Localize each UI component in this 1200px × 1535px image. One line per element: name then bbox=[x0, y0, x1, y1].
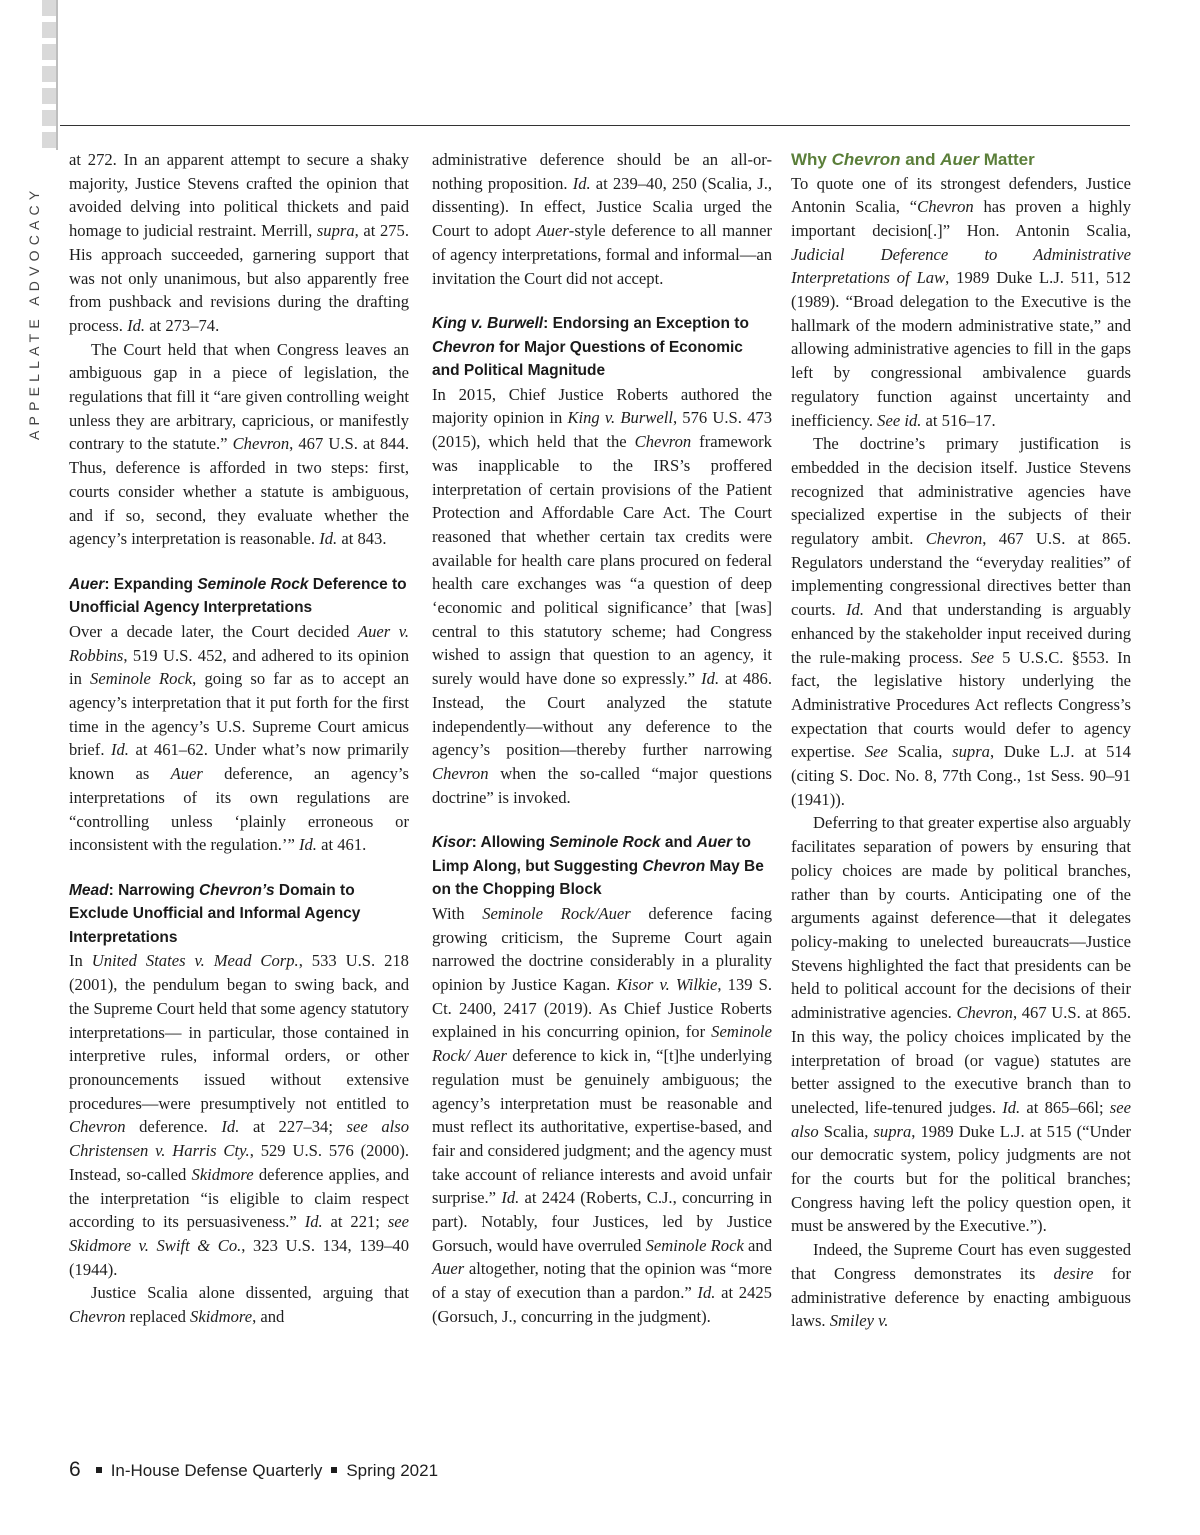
text-run: Deference to Unofficial Agency Interpretations bbox=[69, 575, 407, 617]
italic-text: Kisor bbox=[432, 834, 472, 852]
italic-text: Seminole Rock bbox=[197, 575, 309, 593]
italic-text: Id. bbox=[304, 1212, 323, 1232]
text-run: , going so far as to accept an agency’s interpretation that it put forth for the first time in the agency’s U.S. Supreme Court amicus brief. bbox=[69, 669, 409, 760]
italic-text: Auer bbox=[940, 150, 979, 169]
text-run: deference. bbox=[125, 1117, 222, 1137]
italic-text: Id. bbox=[221, 1117, 240, 1137]
text-run: at 2425 (Gorsuch, J., concurring in the judgment). bbox=[432, 1283, 772, 1326]
italic-text: Chevron bbox=[432, 763, 489, 783]
italic-text: supra bbox=[873, 1121, 912, 1141]
text-run: when the so-called “major questions doctrine” is invoked. bbox=[432, 763, 772, 807]
header-rule bbox=[60, 125, 1130, 126]
text-run: With bbox=[432, 903, 483, 923]
text-run: for administrative deference by enacting ambiguous laws. bbox=[791, 1263, 1131, 1331]
paragraph bbox=[69, 620, 409, 857]
text-run: deference applies, and the interpretation “is eligible to claim respect according to its persuasiveness.” bbox=[69, 1164, 409, 1232]
italic-text: Chevron bbox=[432, 338, 495, 356]
text-run: Deferring to that greater expertise also arguably facilitates separation of powers by ensuring that policy choices are made by political branches, rather than by courts. Anticipating one of the arguments against deference—that it delegates policy-making to unelected bureaucrats—Justice Stevens highlighted the fact that presidents can be held to political account for the decisions of their administrative agencies. bbox=[791, 813, 1131, 1023]
section-heading-why-chevron-auer-matter bbox=[791, 148, 1131, 172]
text-run: : Allowing bbox=[471, 834, 550, 852]
italic-text: Id. bbox=[572, 173, 591, 193]
text-run: at 461–62. Under what’s now primarily known as bbox=[69, 740, 409, 784]
italic-text: Id. bbox=[697, 1283, 716, 1303]
section-heading-mead bbox=[69, 879, 409, 950]
italic-text: Auer bbox=[432, 1259, 465, 1279]
text-run: -style deference to all manner of agency interpretations, formal and informal—an invitation the Court did not accept. bbox=[432, 221, 772, 288]
text-run: The doctrine’s primary justification is embedded in the decision itself. Justice Stevens recognized that administrative agencies have specialized expertise in the subjects of their regulatory ambit. bbox=[791, 434, 1131, 549]
text-run: , and bbox=[252, 1307, 285, 1327]
italic-text: Auer bbox=[69, 575, 105, 593]
italic-text: Kisor v. Wilkie bbox=[616, 974, 718, 994]
italic-text: Chevron bbox=[642, 857, 706, 875]
text-run: , 139 S. Ct. 2400, 2417 (2019). As Chief Justice Roberts explained in his concurring opinion, for bbox=[432, 974, 773, 1042]
page-number: 6 bbox=[69, 1458, 81, 1481]
italic-text: King v. Burwell bbox=[432, 315, 544, 333]
italic-text: Chevron bbox=[956, 1003, 1013, 1023]
italic-text: Id. bbox=[501, 1188, 520, 1208]
italic-text: Seminole Rock bbox=[90, 669, 193, 689]
text-run: Indeed, the Supreme Court has even suggested that Congress demonstrates its bbox=[791, 1240, 1131, 1283]
text-run: deference to kick in, “[t]he underlying regulation must be genuinely ambiguous; the agency’s interpretation must be reasonable and must reflect its authoritative, expertise-based, and fair and considered judgment; and the agency must take account of reliance interests and avoid unfair surprise.” bbox=[432, 1046, 772, 1208]
page-footer bbox=[69, 1458, 438, 1482]
paragraph bbox=[432, 383, 772, 810]
paragraph bbox=[432, 902, 772, 1329]
paragraph bbox=[69, 1281, 409, 1328]
italic-text: Seminole Rock/Auer bbox=[482, 903, 631, 923]
text-run: , 1989 Duke L.J. 511, 512 (1989). “Broad delegation to the Executive is the hallmark of the modern administrative state,” and allowing administrative agencies to fill in the gaps left by congressional ambivalence guards regulatory function against uncertainty and inefficiency. bbox=[791, 268, 1131, 430]
italic-text: Auer bbox=[170, 764, 203, 784]
italic-text: Id. bbox=[319, 529, 338, 549]
text-run: deference, an agency’s interpretations of its own regulations are “controlling unless ‘plainly erroneous or inconsistent with the regulation.’” bbox=[69, 764, 410, 855]
text-run: at 227–34; bbox=[239, 1117, 347, 1137]
margin-line bbox=[56, 0, 58, 150]
italic-text: Chevron bbox=[925, 529, 983, 549]
italic-text: Chevron bbox=[69, 1307, 126, 1327]
text-run: The Court held that when Congress leaves an ambiguous gap in a piece of legislation, the regulations that fill it “are given controlling weight unless they are arbitrary, capricious, or manifestly contrary to the statute.” bbox=[69, 339, 409, 454]
bullet-separator bbox=[96, 1467, 102, 1473]
text-run: has proven a highly important decision[.]” Hon. Antonin Scalia, bbox=[791, 197, 1131, 240]
text-run: , 467 U.S. at 844. Thus, deference is afforded in two steps: first, courts consider whether a statute is ambiguous, and if so, second, they evaluate whether the agency’s interpretation is reasonable. bbox=[69, 434, 410, 549]
text-run: , 529 U.S. 576 (2000). Instead, so-called bbox=[69, 1141, 409, 1184]
italic-text: Mead bbox=[69, 881, 109, 899]
text-run: May Be on the Chopping Block bbox=[432, 857, 764, 899]
section-side-label: APPELLATE ADVOCACY bbox=[26, 185, 42, 440]
text-run: 5 U.S.C. §553. In fact, the legislative history underlying the Administrative Procedures Act reflects Congress’s expectation that courts would defer to agency expertise. bbox=[791, 647, 1132, 762]
text-run: , 533 U.S. 218 (2001), the pendulum began to swing back, and the Supreme Court held that some agency statutory interpretations— in particular, those contained in interpretive rules, informal orders, or other pronouncements issued without extensive procedures—were presumptively not entitled to bbox=[69, 951, 409, 1113]
text-run: at 273–74. bbox=[145, 315, 220, 335]
text-run: , 519 U.S. 452, and adhered to its opinion in bbox=[69, 645, 409, 689]
text-run: Scalia, bbox=[818, 1121, 874, 1141]
text-run: at 272. In an apparent attempt to secure a shaky majority, Justice Stevens crafted the opinion that avoided delving into political thickets and paid homage to judicial restraint. Merrill, bbox=[69, 150, 409, 241]
column-2 bbox=[432, 148, 772, 1329]
italic-text: Id. bbox=[110, 740, 129, 760]
italic-text: Id. bbox=[127, 315, 146, 335]
italic-text: Smiley v. bbox=[829, 1311, 889, 1331]
italic-text: Chevron bbox=[634, 432, 692, 452]
italic-text: Seminole Rock bbox=[645, 1235, 744, 1255]
italic-text: desire bbox=[1053, 1263, 1094, 1283]
italic-text: see also bbox=[791, 1097, 1131, 1141]
italic-text: See id. bbox=[877, 410, 922, 430]
text-run: framework was inapplicable to the IRS’s proffered interpretation of certain provisions of the Patient Protection and Affordable Care Act. The Court reasoned that whether certain tax credits were available for health care plans procured on federal health care exchanges was “a question of deep ‘economic and political significance’ that [was] central to this statutory scheme; had Congress wished to assign that question to an agency, it surely would have done so expressly.” bbox=[432, 432, 772, 689]
text-run: deference facing growing criticism, the Supreme Court again narrowed the doctrine considerably in a plurality opinion by Justice Kagan. bbox=[432, 903, 772, 994]
text-run: In bbox=[69, 951, 92, 971]
text-run: , 467 U.S. at 865. In this way, the policy choices implicated by the interpretation of broad (or vague) statutes are better assigned to the executive branch than to unelected, life-tenured judges. bbox=[791, 1003, 1131, 1117]
italic-text: Skidmore bbox=[190, 1307, 253, 1327]
text-run: and bbox=[660, 834, 697, 852]
text-run: : Narrowing bbox=[108, 881, 200, 899]
italic-text: Seminole Rock/ Auer bbox=[432, 1022, 772, 1066]
italic-text: Auer bbox=[696, 834, 733, 852]
text-run: at 516–17. bbox=[921, 410, 996, 430]
paragraph bbox=[791, 1238, 1131, 1333]
italic-text: Id. bbox=[846, 600, 865, 620]
text-run: Why bbox=[791, 150, 832, 169]
text-run: , 467 U.S. at 865. Regulators understand the “everyday realities” of implementing congressional directives better than courts. bbox=[791, 529, 1131, 620]
text-run: at 461. bbox=[316, 835, 367, 855]
text-run: , Duke L.J. at 514 (citing S. Doc. No. 8, 77th Cong., 1st Sess. 90–91 (1941)). bbox=[791, 742, 1131, 809]
section-heading-kisor bbox=[432, 831, 772, 902]
text-run: and bbox=[900, 150, 941, 169]
italic-text: Id. bbox=[701, 669, 720, 689]
text-run: at 239–40, 250 (Scalia, J., dissenting). In effect, Justice Scalia urged the Court to adopt bbox=[432, 173, 773, 241]
publication-name: In-House Defense Quarterly bbox=[110, 1461, 323, 1480]
text-run: : Endorsing an Exception to bbox=[543, 315, 749, 333]
italic-text: Chevron bbox=[69, 1117, 126, 1137]
italic-text: Skidmore bbox=[191, 1164, 254, 1184]
italic-text: Auer v. Robbins bbox=[69, 621, 410, 665]
paragraph bbox=[791, 432, 1131, 811]
italic-text: see also Christensen v. Harris Cty. bbox=[69, 1117, 410, 1161]
text-run: Scalia, bbox=[887, 742, 953, 762]
italic-text: Chevron bbox=[917, 197, 974, 217]
text-run: at 843. bbox=[337, 529, 387, 549]
text-run: Matter bbox=[978, 150, 1035, 169]
section-heading-king-v-burwell bbox=[432, 312, 772, 383]
section-heading-auer bbox=[69, 573, 409, 620]
text-run: , 1989 Duke L.J. at 515 (“Under our democratic system, policy judgments are not for the courts but for the political branches; Congress having left the policy question open, it must be answered by the Executive.”). bbox=[791, 1121, 1131, 1236]
italic-text: King v. Burwell bbox=[567, 408, 673, 428]
text-run: at 221; bbox=[322, 1212, 388, 1232]
paragraph bbox=[69, 148, 409, 338]
text-run: Over a decade later, the Court decided bbox=[69, 621, 358, 641]
text-run: replaced bbox=[125, 1307, 191, 1327]
italic-text: Seminole Rock bbox=[549, 834, 661, 852]
text-run: And that understanding is arguably enhanced by the stakeholder input received during the rule-making process. bbox=[791, 600, 1131, 667]
text-run: : Expanding bbox=[104, 575, 198, 593]
paragraph bbox=[791, 172, 1131, 433]
text-run: to Limp Along, but Suggesting bbox=[432, 834, 751, 875]
issue-date: Spring 2021 bbox=[346, 1461, 439, 1480]
text-run: In 2015, Chief Justice Roberts authored the majority opinion in bbox=[432, 384, 772, 428]
text-run: , at 275. His approach succeeded, garnering support that was not only unanimous, but also apparently free from pushback and revisions during the drafting process. bbox=[69, 221, 410, 335]
italic-text: See bbox=[864, 742, 888, 762]
italic-text: supra bbox=[316, 221, 355, 241]
text-run: and bbox=[743, 1235, 773, 1255]
text-run: Justice Scalia alone dissented, arguing that bbox=[91, 1283, 409, 1303]
text-run: at 865–66l; bbox=[1020, 1097, 1110, 1117]
text-run: at 2424 (Roberts, C.J., concurring in part). Notably, four Justices, led by Justice Gorsuch, would have overruled bbox=[432, 1188, 773, 1255]
paragraph bbox=[69, 949, 409, 1281]
text-run: To quote one of its strongest defenders, Justice Antonin Scalia, “ bbox=[791, 173, 1131, 217]
column-3 bbox=[791, 148, 1131, 1333]
italic-text: Id. bbox=[298, 835, 317, 855]
italic-text: Chevron bbox=[232, 434, 290, 454]
text-run: , 323 U.S. 134, 139–40 (1944). bbox=[69, 1235, 409, 1279]
text-run: at 486. Instead, the Court analyzed the statute independently—without any deference to the agency’s position—thereby further narrowing bbox=[432, 669, 773, 760]
margin-tab-marker bbox=[42, 0, 56, 150]
text-run: for Major Questions of Economic and Political Magnitude bbox=[432, 338, 743, 380]
italic-text: Id. bbox=[1002, 1097, 1021, 1117]
text-run: administrative deference should be an all-or-nothing proposition. bbox=[432, 150, 772, 193]
italic-text: Judicial Deference to Administrative Interpretations of Law bbox=[791, 244, 1131, 288]
paragraph bbox=[69, 338, 409, 551]
italic-text: Chevron bbox=[831, 150, 901, 169]
text-run: Domain to Exclude Unofficial and Informal Agency Interpretations bbox=[69, 881, 361, 946]
text-run: , 576 U.S. 473 (2015), which held that the bbox=[432, 408, 772, 452]
paragraph bbox=[791, 811, 1131, 1238]
paragraph bbox=[432, 148, 772, 290]
italic-text: see Skidmore v. Swift & Co. bbox=[69, 1212, 410, 1255]
italic-text: Auer bbox=[536, 221, 569, 241]
italic-text: Chevron’s bbox=[199, 881, 275, 899]
italic-text: supra bbox=[952, 742, 990, 762]
text-run: altogether, noting that the opinion was “more of a stay of execution than a pardon.” bbox=[432, 1259, 772, 1303]
column-1 bbox=[69, 148, 409, 1329]
italic-text: See bbox=[970, 647, 994, 667]
bullet-separator bbox=[331, 1467, 337, 1473]
italic-text: United States v. Mead Corp. bbox=[91, 951, 299, 971]
